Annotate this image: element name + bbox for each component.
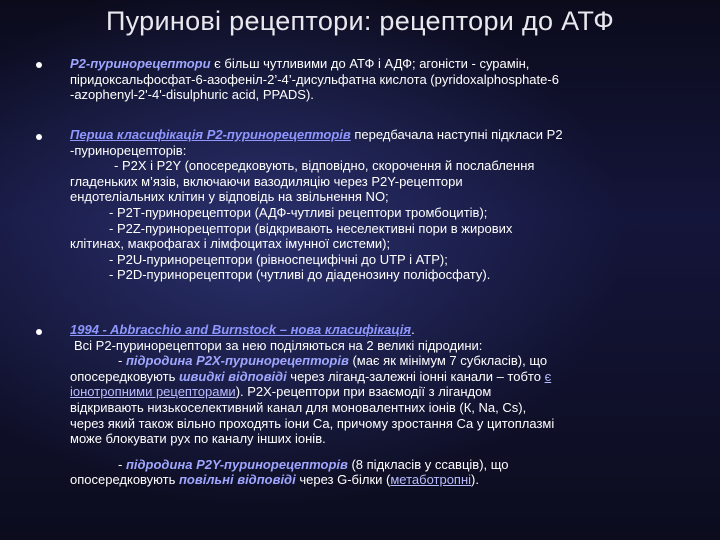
term-p2x-subfamily: підродина Р2Х-пуринорецепторів xyxy=(125,353,349,369)
bullet-3-line-8: може блокувати рух по каналу інших іонів. xyxy=(70,431,326,447)
bullet-3-line-3: (має як мінімум 7 субкласів), що xyxy=(348,353,548,369)
bullet-2-line-1: передбачала наступні підкласи Р2 xyxy=(350,127,563,142)
bullet-1-line-3: -azophenyl-2'-4'-disulphuric acid, PPADS). xyxy=(70,87,314,103)
bullet-3-text xyxy=(70,322,696,488)
bullet-3-line-6: відкривають низькоселективний канал для моновалентних іонів (К, Na, Cs), xyxy=(70,399,527,415)
metabotropic-link[interactable]: метаботропні xyxy=(390,472,472,488)
ionotropic-link-start[interactable]: є xyxy=(544,368,552,384)
bullet-2-icon xyxy=(36,134,42,140)
term-p2-purinoreceptors: Р2-пуринорецептори xyxy=(70,56,211,71)
bullet-2-line-4: гладеньких м’язів, включаючи вазодиляцію через Р2Y-рецептори xyxy=(70,173,463,189)
dash: - xyxy=(118,456,126,472)
bullet-1-line-1: є більш чутливими до АТФ і АДФ; агоністи - сурамін, xyxy=(210,56,530,71)
bullet-1-icon xyxy=(36,62,42,68)
bullet-3-line-4b: через ліганд-залежні іонні канали – тобто xyxy=(286,368,545,384)
bullet-3-line-2: Всі Р2-пуринорецептори за нею поділяються на 2 великі підродини: xyxy=(74,337,483,353)
bullet-3-line-9: (8 підкласів у ссавців), що xyxy=(347,456,509,472)
bullet-3-line-7: через який також вільно проходять іони Са, причому зростання Са у цитоплазмі xyxy=(70,415,555,431)
term-slow-responses: повільні відповіді xyxy=(178,472,296,488)
bullet-3-line-1: . xyxy=(411,322,415,337)
dash: - xyxy=(118,353,126,369)
bullet-2-line-7: - Р2Z-пуринорецептори (відкривають неселективні пори в жирових xyxy=(109,220,513,236)
bullet-3-line-10b: через G-білки ( xyxy=(295,472,391,488)
bullet-2-line-3: - Р2Х і Р2Y (опосередковують, відповідно, скорочення й послаблення xyxy=(114,158,535,174)
first-classification-link[interactable]: Перша класифікація Р2-пуринорецепторів xyxy=(70,127,351,142)
term-p2y-subfamily: підродина Р2Y-пуринорецепторів xyxy=(125,456,348,472)
ionotropic-receptors-link[interactable]: іонотропними рецепторами xyxy=(70,384,236,400)
bullet-2-text xyxy=(70,127,696,283)
bullet-3-line-10c: ). xyxy=(471,472,479,488)
bullet-2-line-8: клітинах, макрофагах і лімфоцитах імунної системи); xyxy=(70,236,391,252)
bullet-2-line-6: - Р2Т-пуринорецептори (АДФ-чутливі рецептори тромбоцитів); xyxy=(109,204,488,220)
bullet-2-line-2: -пуринорецепторів: xyxy=(70,142,187,158)
bullet-2-line-9: - Р2U-пуринорецептори (рівноспецифічні до UTP і АТР); xyxy=(109,251,448,267)
bullet-3-line-10a: опосередковують xyxy=(70,472,179,488)
slide-title: Пуринові рецептори: рецептори до АТФ xyxy=(105,6,615,36)
bullet-3-line-4a: опосередковують xyxy=(70,368,179,384)
bullet-2-line-10: - Р2D-пуринорецептори (чутливі до діаденозину поліфосфату). xyxy=(109,267,491,283)
bullet-3-line-5: ). Р2Х-рецептори при взаємодії з лігандом xyxy=(235,384,492,400)
bullet-1-line-2: піридоксальфосфат-6-азофеніл-2’-4’-дисульфатна кислота (pyridoxalphosphate-6 xyxy=(70,71,559,87)
bullet-1-text xyxy=(70,56,696,103)
bullet-3-icon xyxy=(36,329,42,335)
bullet-2-line-5: ендотеліальних клітин у відповідь на звільнення NO; xyxy=(70,189,389,205)
term-fast-responses: швидкі відповіді xyxy=(178,368,287,384)
new-classification-link[interactable]: 1994 - Abbracchio and Burnstock – нова класифікація xyxy=(70,322,412,337)
